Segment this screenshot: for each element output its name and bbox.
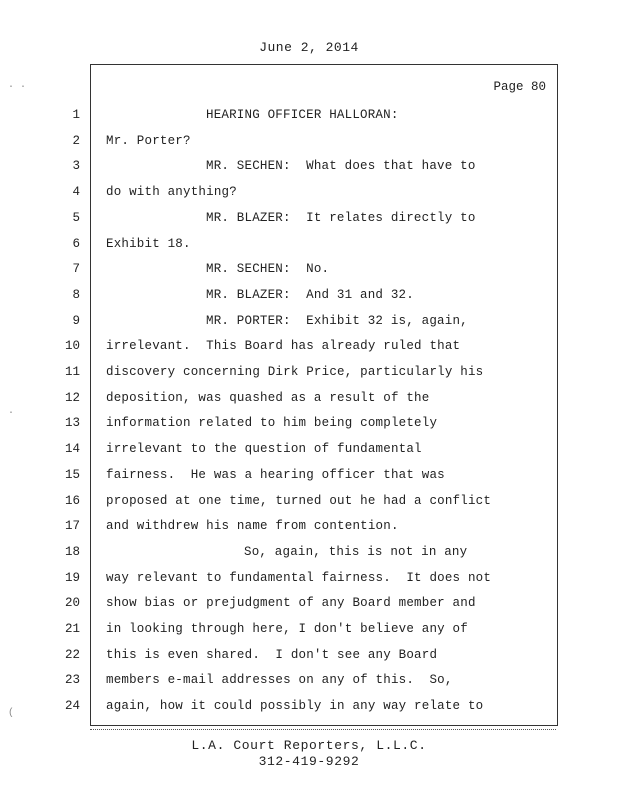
line-text: again, how it could possibly in any way relate to (106, 699, 484, 714)
line-text: MR. BLAZER: It relates directly to (206, 210, 476, 225)
line-text: this is even shared. I don't see any Board (106, 647, 438, 662)
line-number: 9 (72, 313, 80, 328)
line-number: 16 (64, 493, 80, 508)
line-text: members e-mail addresses on any of this. So, (106, 673, 453, 688)
line-text: Exhibit 18. (106, 236, 191, 251)
line-text: MR. SECHEN: No. (206, 262, 330, 277)
line-number: 19 (64, 570, 80, 585)
line-number: 21 (64, 622, 80, 636)
line-number: 23 (64, 673, 80, 688)
footer-phone: 312-419-9292 (258, 754, 360, 769)
scan-mark-bottom: ( (8, 708, 15, 719)
footer-company: L.A. Court Reporters, L.L.C. (191, 738, 427, 753)
line-number: 10 (64, 339, 80, 354)
line-text: deposition, was quashed as a result of the (106, 390, 430, 405)
line-text: HEARING OFFICER HALLORAN: (206, 108, 399, 122)
line-text: show bias or prejudgment of any Board member and (106, 596, 476, 611)
line-text: irrelevant. This Board has already ruled that (106, 339, 461, 354)
line-text: MR. BLAZER: And 31 and 32. (206, 287, 414, 302)
header-date: June 2, 2014 (259, 40, 359, 55)
line-text: information related to him being completely (106, 416, 438, 431)
line-text: do with anything? (106, 185, 237, 200)
page-label: Page 80 (493, 80, 546, 94)
line-number: 7 (72, 262, 80, 277)
line-text: way relevant to fundamental fairness. It does not (106, 570, 492, 585)
line-number: 6 (72, 236, 80, 251)
line-number: 13 (64, 416, 80, 431)
line-number: 20 (64, 596, 80, 611)
line-number: 1 (72, 108, 80, 122)
line-number: 24 (64, 699, 80, 714)
line-text: MR. PORTER: Exhibit 32 is, again, (206, 313, 468, 328)
line-text: irrelevant to the question of fundamental (106, 442, 422, 457)
line-text: proposed at one time, turned out he had a conflict (106, 493, 492, 508)
line-number: 17 (64, 519, 80, 534)
line-text: in looking through here, I don't believe any of (106, 622, 468, 636)
line-number: 18 (64, 544, 80, 559)
line-number: 8 (72, 287, 80, 302)
line-number: 12 (64, 390, 80, 405)
line-number: 11 (64, 365, 80, 379)
line-number: 15 (64, 467, 80, 482)
line-text: discovery concerning Dirk Price, particularly his (106, 365, 484, 379)
scan-mark-top: · · (8, 82, 27, 93)
line-text: Mr. Porter? (106, 133, 191, 148)
line-number: 14 (64, 442, 80, 457)
line-number: 2 (72, 133, 80, 148)
line-text: So, again, this is not in any (244, 544, 468, 559)
line-text: and withdrew his name from contention. (106, 519, 399, 534)
line-number: 3 (72, 159, 80, 174)
scan-mark-mid: · (8, 408, 15, 419)
line-text: fairness. He was a hearing officer that was (106, 467, 445, 482)
line-number: 4 (72, 185, 80, 200)
line-number: 22 (64, 647, 80, 662)
frame-divider (90, 729, 556, 730)
line-number: 5 (72, 210, 80, 225)
line-text: MR. SECHEN: What does that have to (206, 159, 476, 174)
